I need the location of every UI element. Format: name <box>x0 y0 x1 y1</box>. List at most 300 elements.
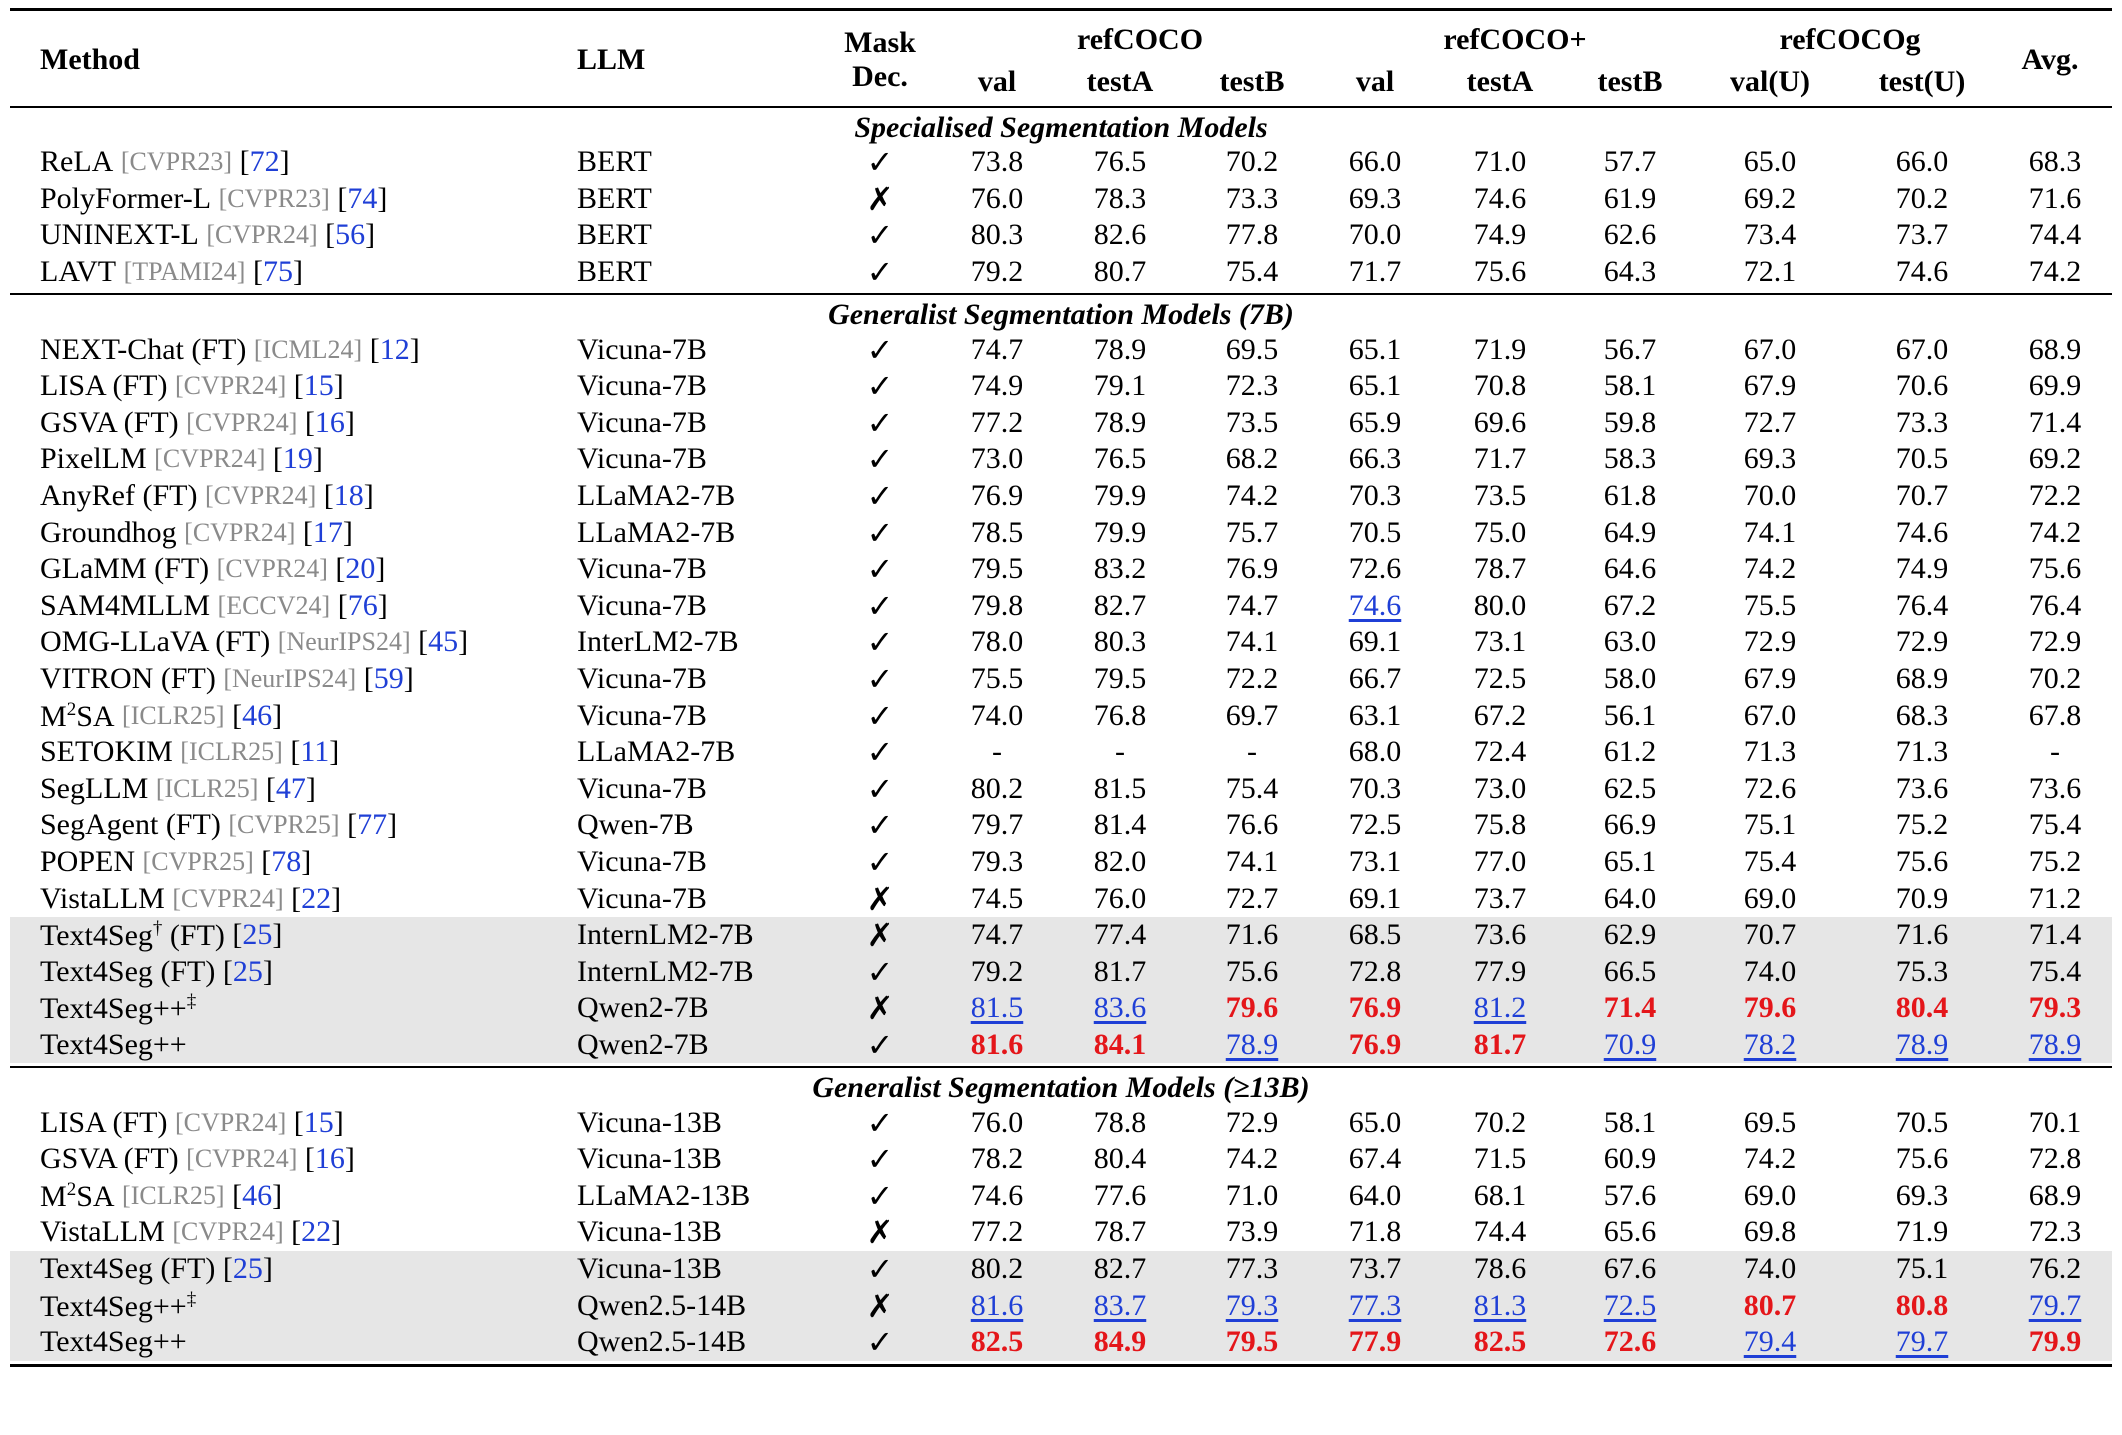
llm-cell: Vicuna-13B <box>577 1252 722 1286</box>
value-cell: 72.4 <box>1473 735 1527 769</box>
value-cell: 72.9 <box>1225 1105 1279 1139</box>
bottom-rule <box>10 1364 2112 1367</box>
value-cell: - <box>2050 735 2060 769</box>
value-cell: 72.6 <box>1743 771 1797 805</box>
value-cell: 72.8 <box>1348 954 1402 988</box>
venue-tag: [CVPR24] <box>154 444 266 474</box>
value-cell: 70.6 <box>1895 369 1949 403</box>
value-cell: 74.1 <box>1225 845 1279 879</box>
value-cell: 71.6 <box>2028 181 2082 215</box>
value-cell: 79.3 <box>1225 1288 1279 1322</box>
value-cell: 79.3 <box>970 845 1024 879</box>
value-cell: 80.4 <box>1093 1142 1147 1176</box>
value-cell: 73.6 <box>1473 918 1527 952</box>
table-row <box>10 734 2112 771</box>
llm-cell: Qwen2.5-14B <box>577 1288 747 1322</box>
value-cell: 75.2 <box>2028 845 2082 879</box>
value-cell: 70.5 <box>1895 1105 1949 1139</box>
method-name: UNINEXT-L <box>40 218 199 252</box>
value-cell: 73.1 <box>1348 845 1402 879</box>
cross-icon: ✗ <box>866 180 894 217</box>
value-cell: 67.0 <box>1895 332 1949 366</box>
value-cell: 71.5 <box>1473 1142 1527 1176</box>
value-cell: 66.0 <box>1895 145 1949 179</box>
citation-link: 78 <box>271 845 302 879</box>
table-row <box>10 661 2112 698</box>
table-row <box>10 254 2112 291</box>
value-cell: 57.7 <box>1603 145 1657 179</box>
check-icon: ✓ <box>866 551 894 588</box>
value-cell: 79.5 <box>1225 1325 1279 1359</box>
value-cell: 67.6 <box>1603 1252 1657 1286</box>
venue-tag: [TPAMI24] <box>123 257 246 287</box>
value-cell: 65.0 <box>1348 1105 1402 1139</box>
value-cell: 68.5 <box>1348 918 1402 952</box>
venue-tag: [ECCV24] <box>217 590 331 620</box>
method-name: PolyFormer-L <box>40 181 212 215</box>
value-cell: 78.0 <box>970 625 1024 659</box>
method-name: VistaLLM <box>40 1215 165 1249</box>
value-cell: 72.8 <box>2028 1142 2082 1176</box>
value-cell: 74.6 <box>970 1178 1024 1212</box>
value-cell: 81.5 <box>970 991 1024 1025</box>
check-icon: ✓ <box>866 1141 894 1178</box>
value-cell: 76.9 <box>1348 1028 1402 1062</box>
method-cell <box>40 990 196 1027</box>
table-row <box>10 514 2112 551</box>
method-name: GSVA (FT) <box>40 1142 179 1176</box>
top-rule <box>10 8 2112 11</box>
venue-tag: [CVPR24] <box>206 220 318 250</box>
header-mask-bottom: Dec. <box>852 60 908 93</box>
header-sub-7: test(U) <box>1878 65 1966 98</box>
llm-cell: Vicuna-13B <box>577 1105 722 1139</box>
value-cell: 65.0 <box>1743 145 1797 179</box>
value-cell: 69.2 <box>1743 181 1797 215</box>
value-cell: 80.2 <box>970 1252 1024 1286</box>
citation-link: 46 <box>242 1178 273 1212</box>
value-cell: 76.2 <box>2028 1252 2082 1286</box>
value-cell: 77.0 <box>1473 845 1527 879</box>
method-cell: VITRON (FT) [NeurIPS24] [ 59 ] <box>40 662 414 696</box>
venue-tag: [CVPR24] <box>186 407 298 437</box>
value-cell: 74.6 <box>1348 588 1402 622</box>
value-cell: 69.5 <box>1225 332 1279 366</box>
value-cell: 74.6 <box>1473 181 1527 215</box>
value-cell: 71.4 <box>2028 918 2082 952</box>
value-cell: 73.5 <box>1225 405 1279 439</box>
header-sub-4: testA <box>1466 65 1534 98</box>
value-cell: 57.6 <box>1603 1178 1657 1212</box>
value-cell: 71.6 <box>1895 918 1949 952</box>
value-cell: 75.6 <box>1225 954 1279 988</box>
citation-link: 25 <box>232 954 263 988</box>
check-icon: ✓ <box>866 661 894 698</box>
value-cell: 69.1 <box>1348 625 1402 659</box>
value-cell: 71.9 <box>1895 1215 1949 1249</box>
value-cell: 76.5 <box>1093 442 1147 476</box>
venue-tag: [CVPR23] <box>218 183 330 213</box>
value-cell: 69.1 <box>1348 881 1402 915</box>
method-cell: AnyRef (FT) [CVPR24] [ 18 ] <box>40 479 374 513</box>
llm-cell: Vicuna-7B <box>577 405 707 439</box>
header-group-refcocog: refCOCOg <box>1779 23 1921 56</box>
value-cell: 77.2 <box>970 405 1024 439</box>
value-cell: 76.0 <box>970 181 1024 215</box>
venue-tag: [CVPR23] <box>120 147 233 177</box>
value-cell: 77.3 <box>1225 1252 1279 1286</box>
llm-cell: LLaMA2-7B <box>577 515 736 549</box>
method-cell: VistaLLM [CVPR24] [ 22 ] <box>40 1215 342 1249</box>
citation-link: 22 <box>301 1215 332 1249</box>
method-cell: $M^2SA$ [ICLR25] [ 46 ] <box>40 698 283 733</box>
value-cell: 74.2 <box>1225 1142 1279 1176</box>
method-name: NEXT-Chat (FT) <box>40 332 247 366</box>
table-row <box>10 1027 2112 1064</box>
llm-cell: Vicuna-7B <box>577 552 707 586</box>
value-cell: 78.9 <box>1093 332 1147 366</box>
value-cell: 63.0 <box>1603 625 1657 659</box>
citation-link: 22 <box>301 881 332 915</box>
method-name: VistaLLM <box>40 881 165 915</box>
value-cell: 83.2 <box>1093 552 1147 586</box>
value-cell: - <box>1247 735 1257 769</box>
method-name: Text4Seg++‡ <box>40 1288 197 1323</box>
llm-cell: Vicuna-7B <box>577 662 707 696</box>
method-name: POPEN <box>40 845 136 879</box>
value-cell: 65.1 <box>1348 332 1402 366</box>
llm-cell: Vicuna-7B <box>577 771 707 805</box>
method-cell: UNINEXT-L [CVPR24] [ 56 ] <box>40 218 376 252</box>
llm-cell: Vicuna-7B <box>577 881 707 915</box>
table-row <box>10 144 2112 181</box>
table-row <box>10 1104 2112 1141</box>
value-cell: 76.0 <box>970 1105 1024 1139</box>
value-cell: 75.1 <box>1895 1252 1949 1286</box>
value-cell: 76.8 <box>1093 698 1147 732</box>
value-cell: 76.9 <box>1225 552 1279 586</box>
table-row <box>10 954 2112 991</box>
value-cell: 71.4 <box>1603 991 1657 1025</box>
value-cell: 72.9 <box>1743 625 1797 659</box>
method-cell: ReLA [CVPR23] [ 72 ] <box>40 145 290 179</box>
method-cell: LAVT [TPAMI24] [ 75 ] <box>40 255 303 289</box>
value-cell: 74.0 <box>1743 954 1797 988</box>
value-cell: 73.3 <box>1895 405 1949 439</box>
value-cell: 60.9 <box>1603 1142 1657 1176</box>
method-name: Text4Seg (FT) <box>40 1252 216 1286</box>
value-cell: 59.8 <box>1603 405 1657 439</box>
llm-cell: Vicuna-13B <box>577 1215 722 1249</box>
value-cell: 71.3 <box>1743 735 1797 769</box>
value-cell: 76.0 <box>1093 881 1147 915</box>
value-cell: 67.0 <box>1743 698 1797 732</box>
method-cell <box>40 1324 187 1361</box>
header-rule <box>10 106 2112 108</box>
llm-cell: Qwen2-7B <box>577 1028 709 1062</box>
method-cell <box>40 1027 187 1064</box>
value-cell: 69.0 <box>1743 1178 1797 1212</box>
value-cell: 75.7 <box>1225 515 1279 549</box>
value-cell: 72.5 <box>1473 662 1527 696</box>
value-cell: 81.3 <box>1473 1288 1527 1322</box>
value-cell: 78.9 <box>1225 1028 1279 1062</box>
value-cell: 75.2 <box>1895 808 1949 842</box>
venue-tag: [ICLR25] <box>122 1180 225 1210</box>
method-cell: Text4Seg (FT) [ 25 ] <box>40 954 273 988</box>
method-name: LISA (FT) <box>40 1105 168 1139</box>
table-row <box>10 551 2112 588</box>
llm-cell: Vicuna-7B <box>577 845 707 879</box>
value-cell: 72.6 <box>1603 1325 1657 1359</box>
method-name: GSVA (FT) <box>40 405 179 439</box>
value-cell: 72.3 <box>2028 1215 2082 1249</box>
value-cell: 77.9 <box>1348 1325 1402 1359</box>
value-cell: 73.4 <box>1743 218 1797 252</box>
value-cell: 74.9 <box>970 369 1024 403</box>
value-cell: 82.7 <box>1093 588 1147 622</box>
value-cell: 78.9 <box>2028 1028 2082 1062</box>
value-cell: 76.4 <box>2028 588 2082 622</box>
method-name: SETOKIM <box>40 735 173 769</box>
check-icon: ✓ <box>866 624 894 661</box>
value-cell: 58.1 <box>1603 369 1657 403</box>
citation-link: 18 <box>333 479 364 513</box>
value-cell: 70.2 <box>2028 662 2082 696</box>
value-cell: 62.5 <box>1603 771 1657 805</box>
method-name: GLaMM (FT) <box>40 552 210 586</box>
value-cell: 73.7 <box>1895 218 1949 252</box>
check-icon: ✓ <box>866 1027 894 1064</box>
citation-link: 11 <box>300 735 330 769</box>
citation-link: 45 <box>428 625 459 659</box>
method-name: Text4Seg† (FT) <box>40 918 225 953</box>
header-avg: Avg. <box>2021 43 2079 76</box>
table-row <box>10 771 2112 808</box>
value-cell: 71.8 <box>1348 1215 1402 1249</box>
value-cell: 64.6 <box>1603 552 1657 586</box>
citation-link: 77 <box>357 808 388 842</box>
method-cell: PixelLM [CVPR24] [ 19 ] <box>40 442 323 476</box>
table-row <box>10 1141 2112 1178</box>
method-name: SegAgent (FT) <box>40 808 221 842</box>
value-cell: 69.9 <box>2028 369 2082 403</box>
method-name: Text4Seg++‡ <box>40 991 197 1026</box>
value-cell: 63.1 <box>1348 698 1402 732</box>
citation-link: 75 <box>262 255 293 289</box>
header-llm: LLM <box>577 43 646 76</box>
value-cell: 75.5 <box>1743 588 1797 622</box>
citation-link: 25 <box>232 1252 263 1286</box>
value-cell: 74.1 <box>1743 515 1797 549</box>
value-cell: 73.5 <box>1473 479 1527 513</box>
value-cell: 79.2 <box>970 255 1024 289</box>
value-cell: 75.4 <box>1225 255 1279 289</box>
value-cell: 78.2 <box>970 1142 1024 1176</box>
value-cell: 73.9 <box>1225 1215 1279 1249</box>
value-cell: 79.9 <box>2028 1325 2082 1359</box>
value-cell: 62.6 <box>1603 218 1657 252</box>
value-cell: 81.6 <box>970 1028 1024 1062</box>
value-cell: - <box>992 735 1002 769</box>
value-cell: 76.6 <box>1225 808 1279 842</box>
header-sub-3: val <box>1355 65 1395 98</box>
venue-tag: [CVPR24] <box>204 481 317 511</box>
check-icon: ✓ <box>866 404 894 441</box>
check-icon: ✓ <box>866 807 894 844</box>
value-cell: 72.2 <box>2028 479 2082 513</box>
value-cell: 65.1 <box>1603 845 1657 879</box>
value-cell: 78.7 <box>1093 1215 1147 1249</box>
table-row <box>10 844 2112 881</box>
value-cell: 75.4 <box>2028 808 2082 842</box>
value-cell: 79.3 <box>2028 991 2082 1025</box>
value-cell: 73.6 <box>1895 771 1949 805</box>
header-group-refcoco: refCOCO <box>1076 23 1204 56</box>
table-row <box>10 917 2112 954</box>
venue-tag: [CVPR24] <box>175 1107 287 1137</box>
value-cell: 73.6 <box>2028 771 2082 805</box>
cross-icon: ✗ <box>866 1214 894 1251</box>
method-cell: SegLLM [ICLR25] [ 47 ] <box>40 771 316 805</box>
value-cell: 82.7 <box>1093 1252 1147 1286</box>
venue-tag: [NeurIPS24] <box>223 664 357 694</box>
citation-link: 56 <box>335 218 366 252</box>
value-cell: 76.5 <box>1093 145 1147 179</box>
value-cell: 74.6 <box>1895 255 1949 289</box>
value-cell: 64.0 <box>1348 1178 1402 1212</box>
value-cell: 69.6 <box>1473 405 1527 439</box>
value-cell: 81.6 <box>970 1288 1024 1322</box>
value-cell: 70.1 <box>2028 1105 2082 1139</box>
venue-tag: [CVPR24] <box>186 1144 298 1174</box>
method-cell: Groundhog [CVPR24] [ 17 ] <box>40 515 353 549</box>
value-cell: 77.6 <box>1093 1178 1147 1212</box>
method-name: VITRON (FT) <box>40 662 216 696</box>
value-cell: 78.3 <box>1093 181 1147 215</box>
value-cell: 72.5 <box>1603 1288 1657 1322</box>
header-group-refcocoplus: refCOCO+ <box>1443 23 1587 56</box>
value-cell: 71.4 <box>2028 405 2082 439</box>
citation-link: 76 <box>347 588 378 622</box>
value-cell: 74.9 <box>1473 218 1527 252</box>
method-name: Text4Seg++ <box>40 1028 187 1062</box>
value-cell: 68.1 <box>1473 1178 1527 1212</box>
value-cell: 81.7 <box>1093 954 1147 988</box>
check-icon: ✓ <box>866 1324 894 1361</box>
value-cell: 78.8 <box>1093 1105 1147 1139</box>
citation-link: 16 <box>314 1142 345 1176</box>
value-cell: 79.1 <box>1093 369 1147 403</box>
value-cell: 70.9 <box>1895 881 1949 915</box>
llm-cell: Vicuna-7B <box>577 442 707 476</box>
llm-cell: BERT <box>577 255 652 289</box>
value-cell: 78.9 <box>1093 405 1147 439</box>
method-name: AnyRef (FT) <box>40 479 198 513</box>
value-cell: 71.7 <box>1473 442 1527 476</box>
table-row <box>10 1214 2112 1251</box>
table-row <box>10 217 2112 254</box>
llm-cell: LLaMA2-7B <box>577 479 736 513</box>
value-cell: 80.8 <box>1895 1288 1949 1322</box>
table-row <box>10 1178 2112 1215</box>
venue-tag: [CVPR24] <box>184 517 296 547</box>
llm-cell: Vicuna-7B <box>577 369 707 403</box>
value-cell: 56.1 <box>1603 698 1657 732</box>
method-cell: NEXT-Chat (FT) [ICML24] [ 12 ] <box>40 332 420 366</box>
value-cell: 77.8 <box>1225 218 1279 252</box>
citation-link: 47 <box>275 771 306 805</box>
method-cell: PolyFormer-L [CVPR23] [ 74 ] <box>40 181 388 215</box>
value-cell: 70.7 <box>1743 918 1797 952</box>
venue-tag: [CVPR25] <box>228 810 340 840</box>
citation-link: 15 <box>303 369 334 403</box>
value-cell: 83.6 <box>1093 991 1147 1025</box>
value-cell: 68.3 <box>1895 698 1949 732</box>
value-cell: 70.0 <box>1743 479 1797 513</box>
value-cell: 75.4 <box>1743 845 1797 879</box>
venue-tag: [CVPR24] <box>172 883 284 913</box>
value-cell: 79.2 <box>970 954 1024 988</box>
value-cell: 74.7 <box>970 918 1024 952</box>
value-cell: 79.8 <box>970 588 1024 622</box>
value-cell: 70.9 <box>1603 1028 1657 1062</box>
value-cell: 73.0 <box>1473 771 1527 805</box>
value-cell: 78.2 <box>1743 1028 1797 1062</box>
value-cell: 70.8 <box>1473 369 1527 403</box>
value-cell: 76.4 <box>1895 588 1949 622</box>
section-rule <box>10 1066 2112 1068</box>
citation-link: 59 <box>373 662 404 696</box>
value-cell: 74.1 <box>1225 625 1279 659</box>
venue-tag: [CVPR24] <box>175 371 287 401</box>
value-cell: 76.9 <box>970 479 1024 513</box>
value-cell: 82.6 <box>1093 218 1147 252</box>
header-mask-top: Mask <box>844 26 916 59</box>
method-name: $M^2SA$ <box>40 698 115 733</box>
cross-icon: ✗ <box>866 1287 894 1324</box>
value-cell: 61.8 <box>1603 479 1657 513</box>
value-cell: 67.0 <box>1743 332 1797 366</box>
value-cell: 69.2 <box>2028 442 2082 476</box>
value-cell: - <box>1115 735 1125 769</box>
value-cell: 79.9 <box>1093 515 1147 549</box>
check-icon: ✓ <box>866 1177 894 1214</box>
llm-cell: Vicuna-13B <box>577 1142 722 1176</box>
value-cell: 56.7 <box>1603 332 1657 366</box>
value-cell: 72.7 <box>1225 881 1279 915</box>
value-cell: 74.2 <box>1225 479 1279 513</box>
llm-cell: LLaMA2-7B <box>577 735 736 769</box>
venue-tag: [ICLR25] <box>122 700 225 730</box>
value-cell: 69.3 <box>1348 181 1402 215</box>
value-cell: 79.6 <box>1743 991 1797 1025</box>
value-cell: 66.0 <box>1348 145 1402 179</box>
method-cell: SAM4MLLM [ECCV24] [ 76 ] <box>40 588 388 622</box>
method-cell: GSVA (FT) [CVPR24] [ 16 ] <box>40 1142 355 1176</box>
check-icon: ✓ <box>866 254 894 291</box>
table-row <box>10 405 2112 442</box>
method-name: LAVT <box>40 255 117 289</box>
value-cell: 73.0 <box>970 442 1024 476</box>
value-cell: 69.5 <box>1743 1105 1797 1139</box>
value-cell: 79.5 <box>1093 662 1147 696</box>
value-cell: 69.7 <box>1225 698 1279 732</box>
value-cell: 67.4 <box>1348 1142 1402 1176</box>
value-cell: 75.1 <box>1743 808 1797 842</box>
table-row <box>10 807 2112 844</box>
value-cell: 73.3 <box>1225 181 1279 215</box>
